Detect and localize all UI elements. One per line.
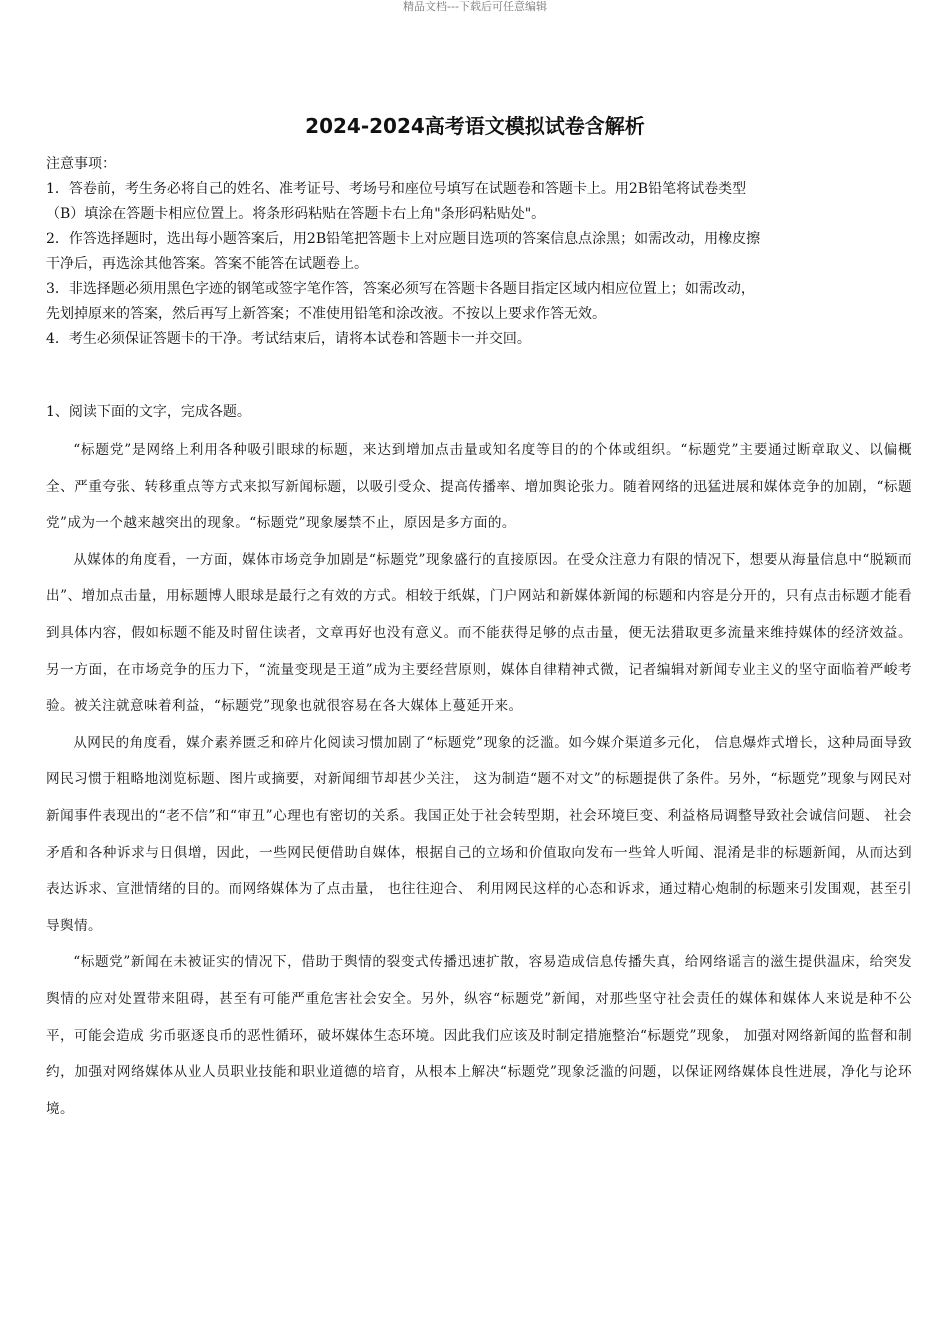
passage-paragraph: 从网民的角度看，媒介素养匮乏和碎片化阅读习惯加剧了“标题党”现象的泛滥。如今媒介渠道多元化， 信息爆炸式增长，这种局面导致网民习惯于粗略地浏览标题、图片或摘要，对新闻细节却甚少关注， 这为制造“题不对文”的标题提供了条件。另外，“标题党”现象与网民对新闻事件表现出的“老不信”和“审丑”心理也有密切的关系。我国正处于社会转型期，社会环境巨变、利益格局调整导致社会诚信问题、 社会矛盾和各种诉求与日俱增，因此，一些网民便借助自媒体，根据自己的立场和价值取向发布一些耸人听闻、混淆是非的标题新闻，从而达到表达诉求、宣泄情绪的目的。而网络媒体为了点击量， 也往往迎合、 利用网民这样的心态和诉求，通过精心炮制的标题来引发围观，甚至引导舆情。 [46,734,912,934]
question-1 [46,400,910,425]
notice-section [46,152,910,352]
notice-line: 1．答卷前，考生务必将自己的姓名、准考证号、考场号和座位号填写在试题卷和答题卡上。用2B铅笔将试卷类型 [46,181,747,197]
passage-paragraph: “标题党”新闻在未被证实的情况下，借助于舆情的裂变式传播迅速扩散，容易造成信息传播失真，给网络谣言的滋生提供温床，给突发舆情的应对处置带来阻碍，甚至有可能严重危害社会安全。另外，纵容“标题党”新闻，对那些坚守社会责任的媒体和媒体人来说是种不公平，可能会造成 劣币驱逐良币的恶性循环，破坏媒体生态环境。因此我们应该及时制定措施整治“标题党”现象， 加强对网络新闻的监督和制约，加强对网络媒体从业人员职业技能和职业道德的培育，从根本上解决“标题党”现象泛滥的问题，以保证网络媒体良性进展，净化与论环境。 [46,954,912,1117]
passage-paragraph: 从媒体的角度看，一方面，媒体市场竞争加剧是“标题党”现象盛行的直接原因。在受众注意力有限的情况下，想要从海量信息中“脱颖而出”、增加点击量，用标题博人眼球是最行之有效的方式。相较于纸媒，门户网站和新媒体新闻的标题和内容是分开的，只有点击标题才能看到具体内容，假如标题不能及时留住读者，文章再好也没有意义。而不能获得足够的点击量，便无法猎取更多流量来维持媒体的经济效益。另一方面，在市场竞争的压力下，“流量变现是王道”成为主要经营原则，媒体自律精神式微，记者编辑对新闻专业主义的坚守面临着严峻考验。被关注就意味着利益，“标题党”现象也就很容易在各大媒体上蔓延开来。 [46,551,912,715]
notice-line: （B）填涂在答题卡相应位置上。将条形码粘贴在答题卡右上角"条形码粘贴处"。 [46,206,546,222]
question-heading: 1、阅读下面的文字，完成各题。 [46,404,251,420]
notice-line: 先划掉原来的答案，然后再写上新答案；不准使用铅笔和涂改液。不按以上要求作答无效。 [46,306,606,322]
notice-heading: 注意事项： [46,156,116,172]
notice-line: 2．作答选择题时，选出每小题答案后，用2B铅笔把答题卡上对应题目选项的答案信息点涂黑；如需改动，用橡皮擦 [46,231,761,247]
notice-line: 4．考生必须保证答题卡的干净。考试结束后，请将本试卷和答题卡一并交回。 [46,331,531,347]
passage-paragraph: “标题党”是网络上利用各种吸引眼球的标题，来达到增加点击量或知名度等目的的个体或组织。“标题党”主要通过断章取义、以偏概全、严重夸张、转移重点等方式来拟写新闻标题，以吸引受众、提高传播率、增加舆论张力。随着网络的迅猛进展和媒体竞争的加剧，“标题党”成为一个越来越突出的现象。“标题党”现象屡禁不止，原因是多方面的。 [46,442,912,532]
document-title: 2024-2024高考语文模拟试卷含解析 [305,114,645,138]
reading-passage [46,432,912,1127]
notice-line: 3．非选择题必须用黑色字迹的钢笔或签字笔作答，答案必须写在答题卡各题目指定区域内相应位置上；如需改动， [46,281,755,297]
page-header-watermark: 精品文档---下载后可任意编辑 [403,0,547,13]
notice-line: 干净后，再选涂其他答案。答案不能答在试题卷上。 [46,256,368,272]
